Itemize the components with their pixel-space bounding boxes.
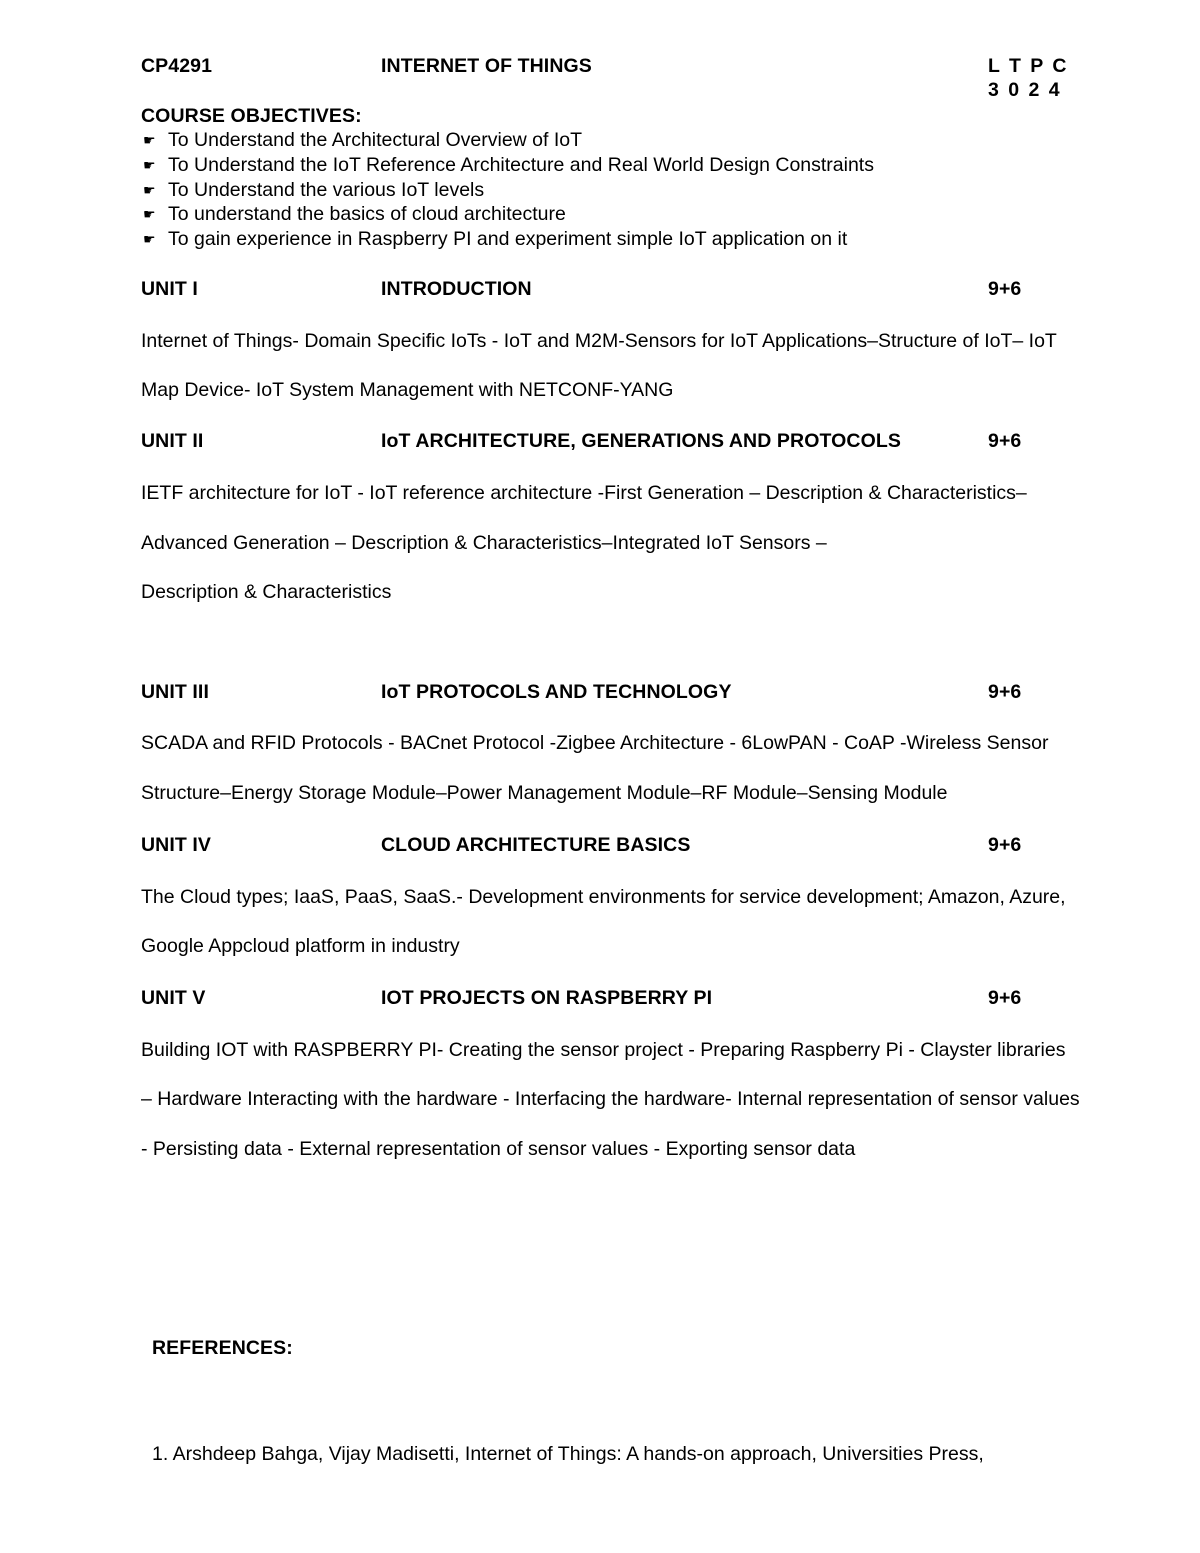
objective-item: ☛ To understand the basics of cloud architecture: [143, 203, 566, 225]
unit-2-hours: 9+6: [988, 430, 1022, 452]
unit-5-content-line: - Persisting data - External representation of sensor values - Exporting sensor data: [141, 1138, 856, 1160]
unit-5-hours: 9+6: [988, 987, 1022, 1009]
references-heading: REFERENCES:: [152, 1337, 293, 1359]
unit-3-content-line: SCADA and RFID Protocols - BACnet Protocol -Zigbee Architecture - 6LowPAN - CoAP -Wireless Sensor: [141, 732, 1049, 754]
pointing-hand-icon: ☛: [143, 157, 156, 173]
unit-4-content-line: The Cloud types; IaaS, PaaS, SaaS.- Development environments for service development; Amazon, Azure,: [141, 886, 1066, 908]
objective-item: ☛ To Understand the Architectural Overview of IoT: [143, 129, 583, 151]
unit-1-content-line: Internet of Things- Domain Specific IoTs - IoT and M2M-Sensors for IoT Applications–Structure of IoT– IoT: [141, 330, 1057, 352]
unit-1-label: UNIT I: [141, 278, 198, 300]
unit-2-content-line: Advanced Generation – Description & Characteristics–Integrated IoT Sensors –: [141, 532, 827, 554]
unit-2-title: IoT ARCHITECTURE, GENERATIONS AND PROTOCOLS: [381, 430, 901, 452]
objective-item: ☛ To Understand the various IoT levels: [143, 179, 485, 201]
unit-2-content-line: Description & Characteristics: [141, 581, 392, 603]
pointing-hand-icon: ☛: [143, 182, 156, 198]
pointing-hand-icon: ☛: [143, 231, 156, 247]
unit-5-content-line: Building IOT with RASPBERRY PI- Creating the sensor project - Preparing Raspberry Pi - Clayster libraries: [141, 1039, 1066, 1061]
unit-5-label: UNIT V: [141, 987, 206, 1009]
unit-1-content-line: Map Device- IoT System Management with NETCONF-YANG: [141, 379, 674, 401]
unit-3-label: UNIT III: [141, 681, 209, 703]
unit-1-hours: 9+6: [988, 278, 1022, 300]
unit-5-content-line: – Hardware Interacting with the hardware - Interfacing the hardware- Internal representation of sensor values: [141, 1088, 1080, 1110]
unit-3-hours: 9+6: [988, 681, 1022, 703]
ltpc-labels: L T P C: [988, 55, 1069, 77]
reference-item: 1. Arshdeep Bahga, Vijay Madisetti, Internet of Things: A hands-on approach, Universities Press,: [152, 1443, 984, 1465]
pointing-hand-icon: ☛: [143, 132, 156, 148]
pointing-hand-icon: ☛: [143, 206, 156, 222]
unit-2-content-line: IETF architecture for IoT - IoT reference architecture -First Generation – Description & Characteristics–: [141, 482, 1027, 504]
unit-4-hours: 9+6: [988, 834, 1022, 856]
course-code: CP4291: [141, 55, 213, 77]
unit-4-content-line: Google Appcloud platform in industry: [141, 935, 460, 957]
course-title: INTERNET OF THINGS: [381, 55, 592, 77]
unit-3-title: IoT PROTOCOLS AND TECHNOLOGY: [381, 681, 732, 703]
unit-4-title: CLOUD ARCHITECTURE BASICS: [381, 834, 691, 856]
objectives-heading: COURSE OBJECTIVES:: [141, 105, 362, 127]
unit-4-label: UNIT IV: [141, 834, 212, 856]
objective-item: ☛ To gain experience in Raspberry PI and experiment simple IoT application on it: [143, 228, 848, 250]
unit-1-title: INTRODUCTION: [381, 278, 532, 300]
ltpc-values: 3 0 2 4: [988, 79, 1062, 101]
unit-2-label: UNIT II: [141, 430, 204, 452]
unit-5-title: IOT PROJECTS ON RASPBERRY PI: [381, 987, 713, 1009]
unit-3-content-line: Structure–Energy Storage Module–Power Management Module–RF Module–Sensing Module: [141, 782, 948, 804]
objective-item: ☛ To Understand the IoT Reference Architecture and Real World Design Constraints: [143, 154, 874, 176]
